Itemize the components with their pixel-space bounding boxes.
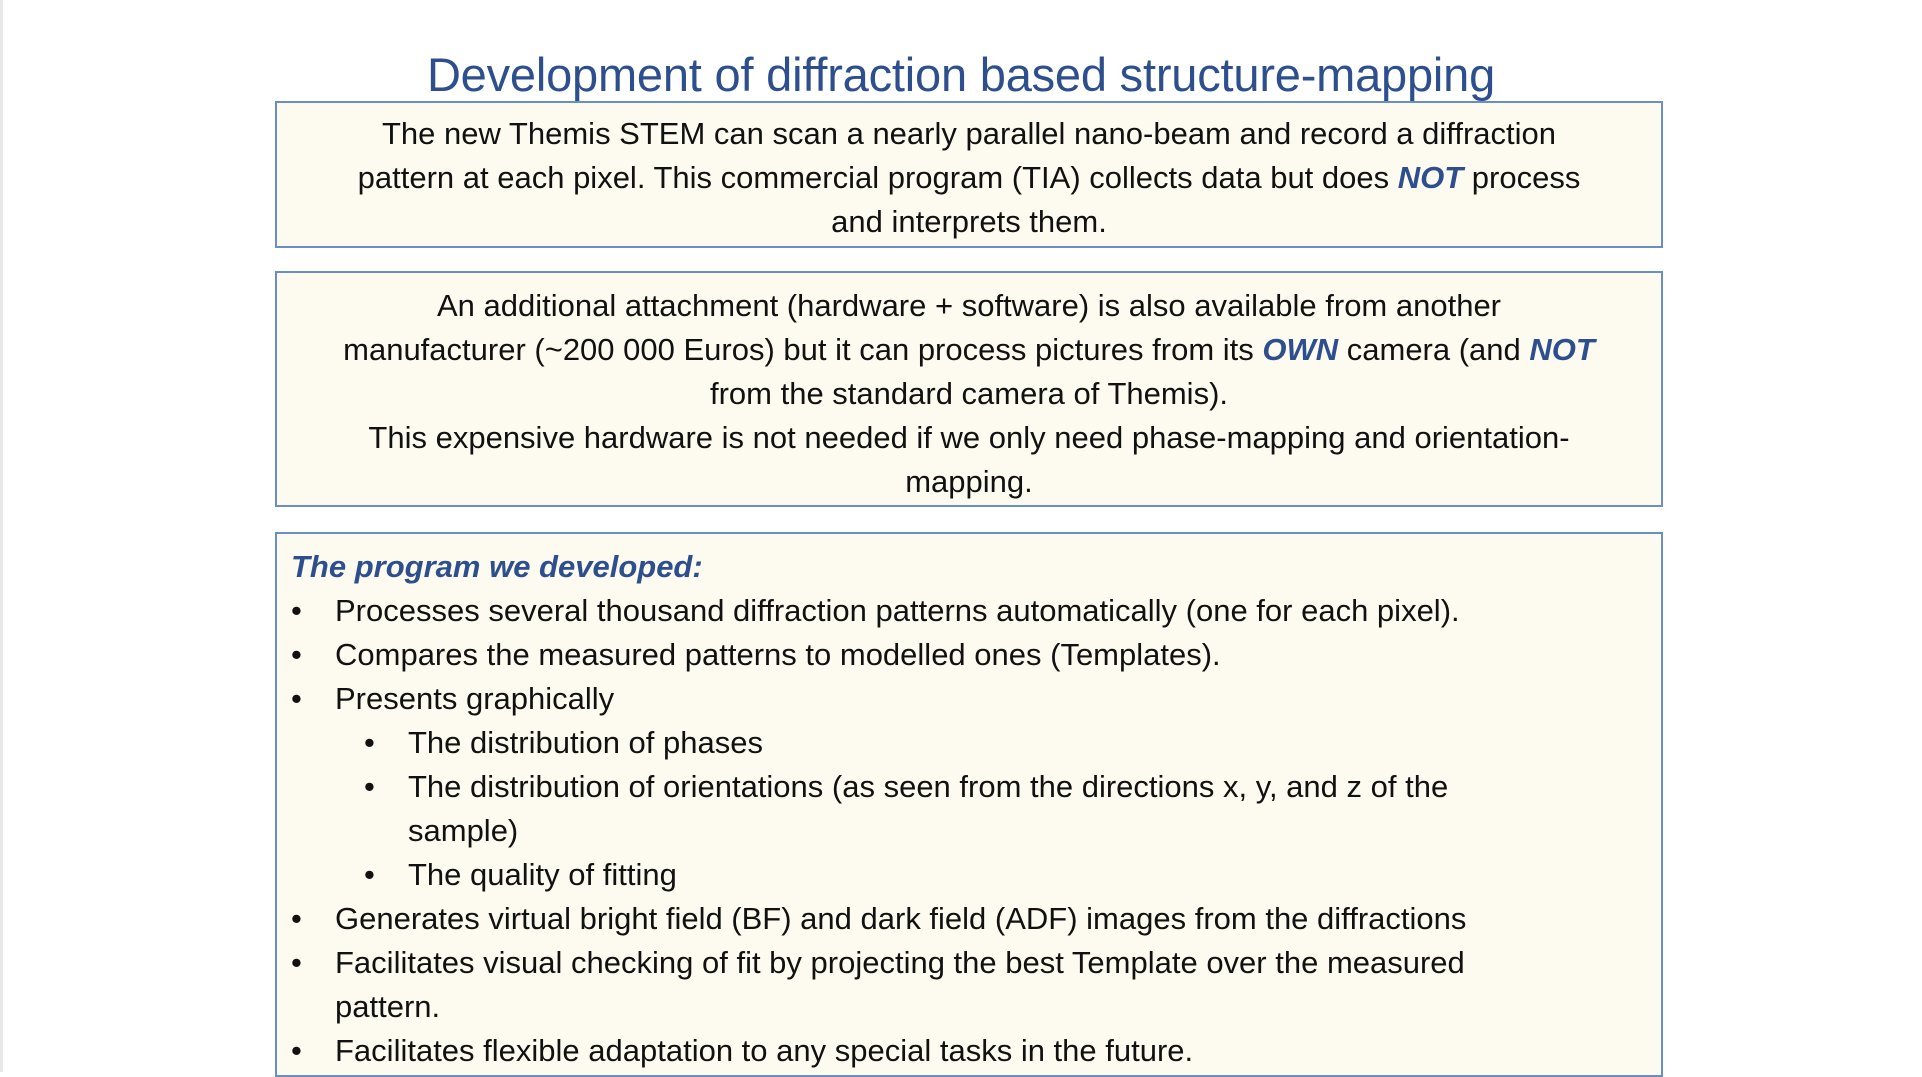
feature-item: • Facilitates flexible adaptation to any special tasks in the future.: [291, 1029, 1647, 1073]
attachment-line-3: from the standard camera of Themis).: [709, 376, 1229, 411]
intro-line-2-text-a: pattern at each pixel. This commercial program (TIA) collects data but does: [357, 160, 1398, 195]
intro-line-1: The new Themis STEM can scan a nearly parallel nano-beam and record a diffraction: [381, 116, 1557, 151]
intro-emphasis-not: NOT: [1397, 160, 1464, 195]
attachment-emphasis-own: OWN: [1262, 332, 1339, 367]
feature-item: • Processes several thousand diffraction patterns automatically (one for each pixel).: [291, 589, 1647, 633]
program-features-textbox: [275, 532, 1663, 1077]
feature-subitem: • The distribution of orientations (as seen from the directions x, y, and z of the sample): [364, 765, 1647, 853]
intro-line-2-text-b: process: [1463, 160, 1581, 195]
feature-sublist: [291, 721, 1647, 897]
program-heading: The program we developed:: [291, 549, 703, 584]
intro-line-2: [317, 156, 1621, 200]
feature-item: • Facilitates visual checking of fit by projecting the best Template over the measured pattern.: [291, 941, 1647, 1029]
feature-subitem: • The distribution of phases: [364, 721, 1647, 765]
attachment-line-2: [297, 328, 1641, 372]
slide-title: Development of diffraction based structure-mapping: [426, 48, 1496, 102]
attachment-line-4: This expensive hardware is not needed if we only need phase-mapping and orientation-: [368, 420, 1570, 455]
feature-item-label: Presents graphically: [335, 681, 615, 716]
feature-item: • Compares the measured patterns to modelled ones (Templates).: [291, 633, 1647, 677]
attachment-line-2-text-a: manufacturer (~200 000 Euros) but it can process pictures from its: [343, 332, 1263, 367]
feature-item-with-subitems: [291, 677, 1647, 721]
intro-textbox: [275, 101, 1663, 248]
left-edge-divider: [0, 0, 3, 1072]
intro-line-3: and interprets them.: [831, 204, 1107, 239]
attachment-line-1: An additional attachment (hardware + software) is also available from another: [436, 288, 1502, 323]
feature-item: • Generates virtual bright field (BF) and dark field (ADF) images from the diffractions: [291, 897, 1647, 941]
feature-list-continued: [291, 897, 1647, 1073]
feature-list: [291, 589, 1647, 721]
attachment-line-2-text-b: camera (and: [1338, 332, 1530, 367]
attachment-line-5: mapping.: [905, 464, 1033, 499]
feature-subitem: • The quality of fitting: [364, 853, 1647, 897]
attachment-textbox: [275, 271, 1663, 507]
attachment-emphasis-not: NOT: [1529, 332, 1595, 367]
